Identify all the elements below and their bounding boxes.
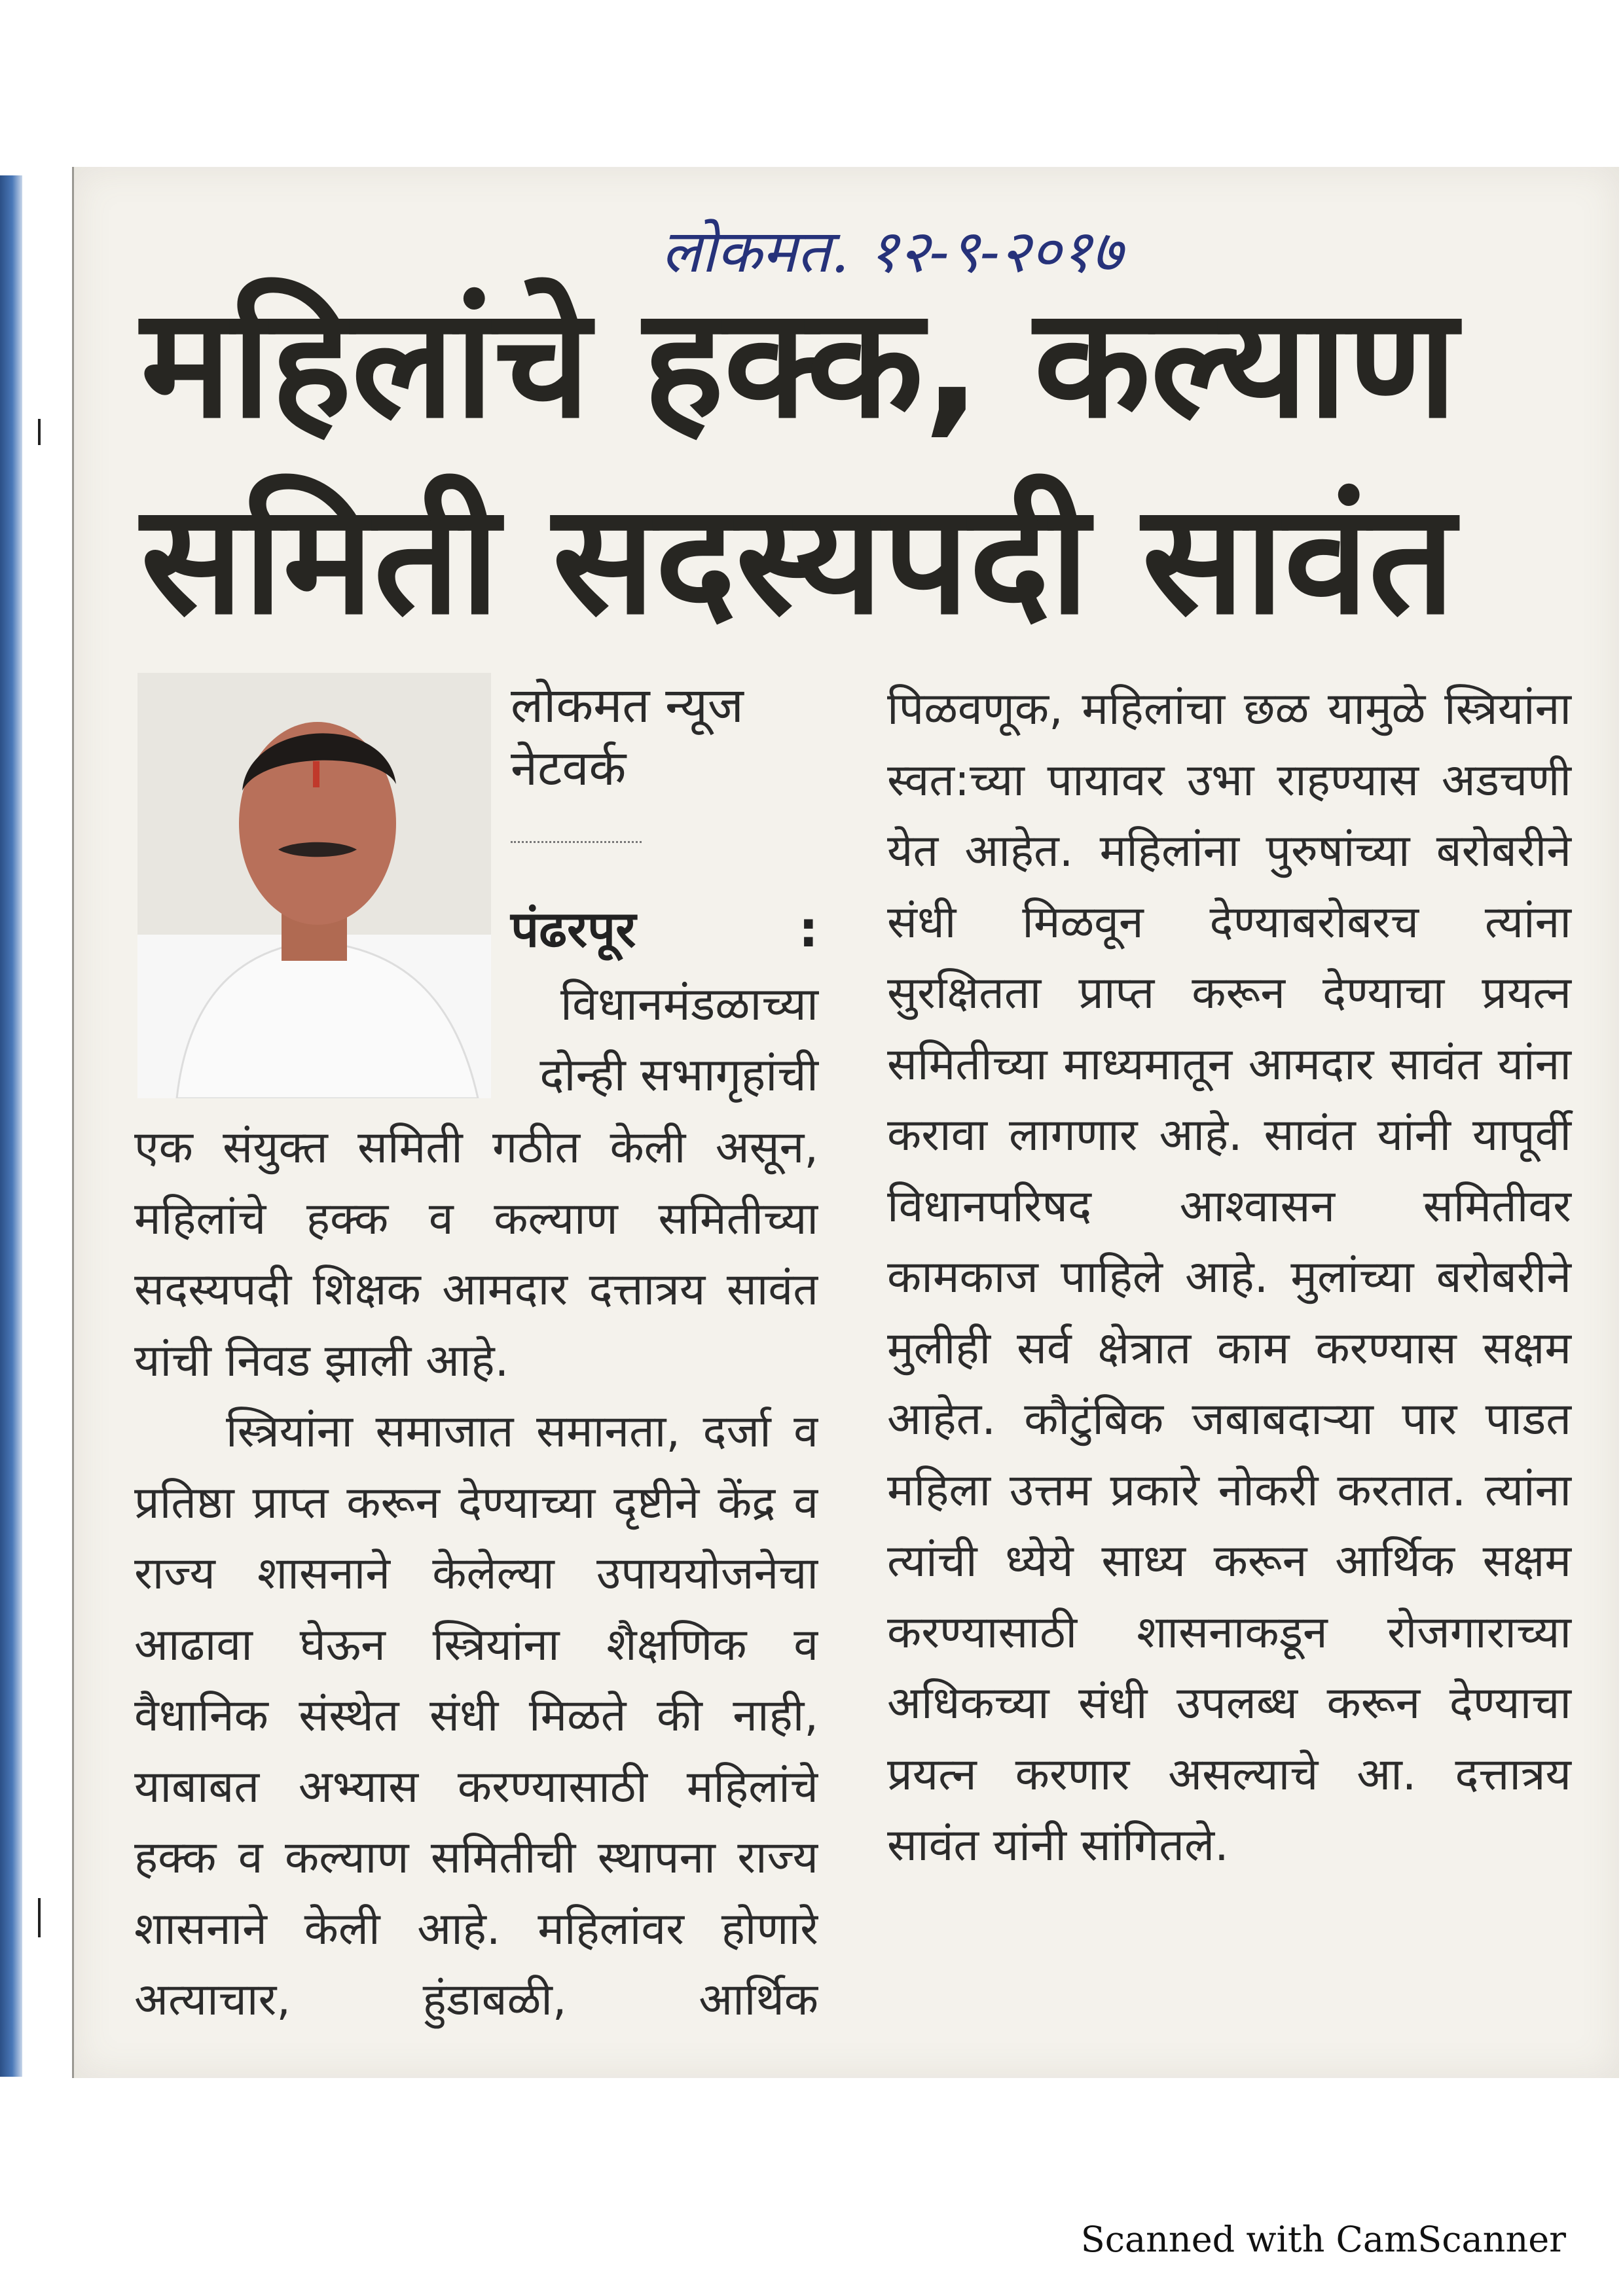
scanner-watermark: Scanned with CamScanner: [1080, 2219, 1566, 2260]
scan-edge-mark: [38, 1898, 41, 1937]
headline-line-1: महिलांचे हक्क, कल्याण: [141, 275, 1457, 452]
dateline-separator: :: [798, 900, 818, 958]
article-lead-paragraph: एक संयुक्त समिती गठीत केली असून, महिलांचे हक्क व कल्याण समितीच्या सदस्यपदी शिक्षक आमदार दत्तात्रय सावंत यांची निवड झाली आहे.: [134, 1122, 818, 1387]
scan-left-edge: [0, 175, 22, 2077]
dateline: [511, 897, 818, 962]
byline: लोकमत न्यूज नेटवर्क: [511, 677, 744, 797]
headline-line-2: समिती सदस्यपदी सावंत: [141, 471, 1455, 648]
portrait-photo: [137, 673, 491, 1098]
scan-edge-mark: [38, 419, 41, 445]
article-column-1: [134, 1113, 818, 2078]
article-paragraph-3: पिळवणूक, महिलांचा छळ यामुळे स्त्रियांना स्वत:च्या पायावर उभा राहण्यास अडचणी येत आहेत. महिलांना पुरुषांच्या बरोबरीने संधी मिळवून देण्याबरोबरच त्यांना सुरक्षितता प्राप्त करून देण्याचा प्रयत्न समितीच्या माध्यमातून आमदार सावंत यांना करावा लागणार आहे. सावंत यांनी यापूर्वी विधानपरिषद आश्वासन समितीवर कामकाज पाहिले आहे. मुलांच्या बरोबरीने मुलीही सर्व क्षेत्रात काम करण्यास सक्षम आहेत. कौटुंबिक जबाबदाऱ्या पार पाडत महिला उत्तम प्रकारे नोकरी करतात. त्यांना त्यांची ध्येये साध्य करून आर्थिक सक्षम करण्यासाठी शासनाकडून रोजगाराच्या अधिकच्या संधी उपलब्ध करून देण्याचा प्रयत्न करणार असल्याचे आ. दत्तात्रय सावंत यांनी सांगितले.: [887, 683, 1571, 1871]
article-lead-right: विधानमंडळाच्या दोन्ही सभागृहांची: [539, 977, 818, 1102]
byline-divider: [511, 841, 642, 843]
article-paragraph-2: स्त्रियांना समाजात समानता, दर्जा व प्रतिष्ठा प्राप्त करून देण्याच्या दृष्टीने केंद्र व राज्य शासनाने केलेल्या उपाययोजनेचा आढावा घेऊन स्त्रियांना शैक्षणिक व वैधानिक संस्थेत संधी मिळते की नाही, याबाबत अभ्यास करण्यासाठी महिलांचे हक्क व कल्याण समितीची स्थापना राज्य शासनाने केली आहे. महिलांवर होणारे अत्याचार, हुंडाबळी, आर्थिक: [134, 1406, 818, 2026]
handwritten-date-note: लोकमत. १२-९-२०१७: [661, 217, 1123, 286]
article-column-2: [887, 674, 1571, 1882]
dateline-place: पंढरपूर: [511, 900, 636, 958]
